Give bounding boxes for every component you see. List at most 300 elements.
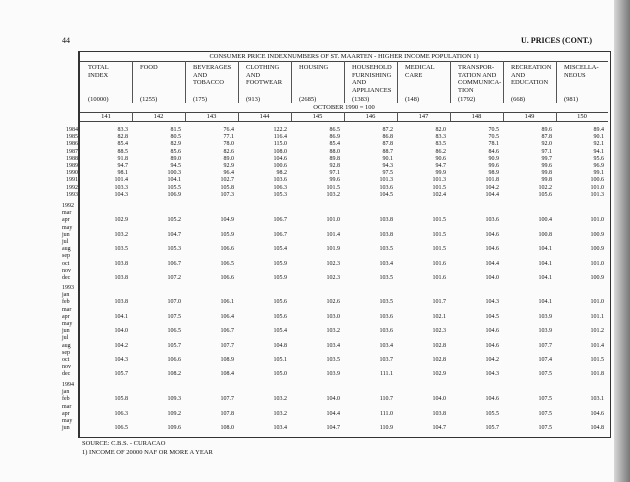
cell-value: 107.7	[220, 342, 234, 349]
cell-value: 106.7	[273, 217, 287, 224]
cell-value: 88.7	[382, 148, 393, 155]
column-number: 143	[206, 113, 217, 120]
month-label: aug	[62, 246, 71, 253]
cell-value: 105.5	[485, 410, 499, 417]
column-divider	[397, 61, 398, 103]
cell-value: 103.2	[326, 191, 340, 198]
column-header-line: INDEX	[88, 71, 109, 79]
cell-value: 89.6	[541, 127, 552, 133]
column-header	[511, 64, 551, 87]
column-header	[405, 64, 435, 79]
cell-value: 109.2	[167, 410, 181, 417]
cell-value: 89.4	[593, 127, 604, 133]
cell-value: 100.3	[167, 170, 181, 177]
cell-value: 104.7	[432, 425, 446, 432]
cell-value: 103.7	[379, 357, 393, 363]
month-label: sep	[62, 349, 70, 356]
cell-value: 83.5	[435, 141, 446, 148]
cell-value: 104.3	[485, 371, 499, 378]
cell-value: 90.1	[382, 155, 393, 162]
column-header-line: AND	[246, 71, 261, 79]
cell-value: 102.1	[432, 313, 446, 320]
month-label: nov	[62, 267, 71, 274]
base-period: OCTOBER 1990 = 100	[313, 104, 375, 111]
column-number: 150	[577, 113, 587, 120]
cell-value: 101.5	[590, 357, 604, 363]
cell-value: 101.3	[379, 177, 393, 184]
cell-value: 83.3	[117, 127, 128, 133]
cell-value: 106.7	[220, 328, 234, 335]
column-number: 149	[524, 113, 535, 120]
cell-value: 110.7	[379, 396, 393, 403]
cell-value: 103.9	[326, 371, 340, 378]
cell-value: 102.7	[220, 177, 234, 184]
cell-value: 100.9	[590, 246, 604, 253]
cell-value: 105.9	[220, 231, 234, 238]
cell-value: 102.2	[538, 184, 552, 191]
cell-value: 107.7	[538, 342, 552, 349]
column-divider	[450, 61, 451, 103]
cell-value: 104.8	[273, 342, 287, 349]
cell-value: 122.2	[273, 127, 287, 133]
cell-value: 101.5	[432, 184, 446, 191]
cell-value: 104.1	[114, 313, 128, 320]
cell-value: 89.8	[329, 155, 340, 162]
column-weight: (1255)	[140, 96, 158, 103]
column-header-line: MEDICAL	[405, 64, 435, 71]
cell-value: 98.1	[117, 170, 128, 177]
column-header-line: AND	[352, 79, 367, 86]
cell-value: 104.6	[485, 231, 499, 238]
month-label: feb	[62, 396, 70, 403]
cell-value: 90.6	[435, 155, 446, 162]
column-header-line: TRANSPOR-	[458, 64, 495, 71]
column-header-line: AND	[511, 71, 526, 79]
cell-value: 101.0	[590, 299, 604, 306]
cell-value: 104.6	[485, 246, 499, 253]
cell-value: 101.4	[114, 177, 128, 184]
cell-value: 101.6	[432, 260, 446, 267]
cell-value: 88.0	[329, 148, 340, 155]
cell-value: 78.0	[223, 141, 234, 148]
column-header-line: HOUSEHOLD	[352, 64, 392, 71]
cell-value: 105.3	[273, 191, 287, 198]
cell-value: 101.9	[326, 246, 340, 253]
cell-value: 106.6	[220, 275, 234, 281]
column-header-line: CLOTHING	[246, 64, 280, 71]
cell-value: 103.2	[273, 396, 287, 403]
cell-value: 96.4	[223, 170, 234, 177]
row-year: 1985	[66, 134, 78, 141]
cell-value: 78.1	[488, 141, 499, 148]
block-year: 1992	[62, 203, 74, 209]
column-divider	[185, 61, 186, 103]
column-header	[458, 64, 501, 94]
column-number: 142	[153, 113, 164, 120]
cell-value: 104.6	[485, 342, 499, 349]
column-weight: (2685)	[299, 96, 317, 103]
cell-value: 103.1	[590, 396, 604, 403]
cell-value: 107.5	[538, 371, 552, 378]
cell-value: 101.3	[432, 177, 446, 184]
cell-value: 101.8	[485, 177, 499, 184]
month-label: jan	[62, 292, 70, 299]
table-title: CONSUMER PRICE INDEXNUMBERS OF ST. MAARTEN - HIGHER INCOME POPULATION 1)	[209, 53, 479, 60]
cell-value: 104.8	[590, 425, 604, 432]
cell-value: 107.4	[538, 357, 552, 363]
column-divider	[344, 61, 345, 103]
cell-value: 105.7	[167, 342, 181, 349]
row-year: 1984	[66, 127, 78, 133]
month-label: jul	[62, 239, 69, 245]
cell-value: 82.0	[435, 127, 446, 133]
column-header-line: TOBACCO	[193, 79, 224, 86]
cell-value: 107.0	[167, 299, 181, 306]
column-header-line: TOTAL	[88, 64, 109, 71]
cell-value: 100.6	[273, 163, 287, 169]
cell-value: 105.7	[485, 425, 499, 432]
cell-value: 109.6	[167, 425, 181, 432]
column-header-line: FOOD	[140, 64, 158, 71]
cell-value: 105.8	[220, 184, 234, 191]
source-note: SOURCE: C.B.S. - CURACAO	[82, 440, 166, 447]
month-label: feb	[62, 299, 70, 306]
cell-value: 77.1	[223, 134, 234, 141]
cell-value: 104.2	[485, 184, 499, 191]
cell-value: 103.4	[379, 342, 393, 349]
column-header-line: HOUSING	[299, 64, 329, 71]
cell-value: 108.2	[167, 371, 181, 378]
cell-value: 104.6	[590, 410, 604, 417]
cell-value: 103.3	[114, 184, 128, 191]
row-year: 1993	[66, 191, 78, 198]
column-header-line: FOOTWEAR	[246, 79, 283, 86]
column-weight: (10000)	[88, 96, 109, 103]
column-weight: (668)	[511, 96, 526, 103]
cell-value: 106.1	[220, 299, 234, 306]
cell-value: 107.8	[220, 410, 234, 417]
column-weight: (913)	[246, 96, 261, 103]
cell-value: 107.5	[538, 396, 552, 403]
cell-value: 101.7	[432, 299, 446, 306]
cell-value: 94.3	[382, 163, 393, 169]
column-divider	[238, 61, 239, 103]
cell-value: 104.5	[485, 313, 499, 320]
column-weight: (1383)	[352, 96, 370, 103]
column-weight: (1792)	[458, 96, 476, 103]
cell-value: 70.5	[488, 134, 499, 141]
cell-value: 86.5	[329, 127, 340, 133]
cell-value: 106.7	[167, 260, 181, 267]
cell-value: 105.6	[538, 191, 552, 198]
cell-value: 104.7	[167, 231, 181, 238]
month-label: mar	[62, 403, 72, 410]
month-label: aug	[62, 342, 71, 349]
cell-value: 102.4	[432, 191, 446, 198]
cell-value: 104.6	[273, 155, 287, 162]
cell-value: 106.6	[167, 357, 181, 363]
column-header	[246, 64, 282, 87]
cell-value: 90.1	[593, 134, 604, 141]
cell-value: 104.3	[114, 191, 128, 198]
row-year: 1988	[66, 155, 78, 162]
column-header	[140, 64, 158, 72]
cell-value: 85.6	[170, 148, 181, 155]
cell-value: 106.5	[220, 260, 234, 267]
row-year: 1989	[66, 163, 78, 169]
cell-value: 99.8	[541, 177, 552, 184]
cell-value: 101.0	[326, 217, 340, 224]
column-weight: (175)	[193, 96, 208, 103]
cell-value: 103.5	[326, 357, 340, 363]
cell-value: 104.1	[538, 299, 552, 306]
cell-value: 101.4	[590, 342, 604, 349]
column-header	[299, 64, 328, 72]
cell-value: 99.6	[329, 177, 340, 184]
column-header-line: COMMUNICA-	[458, 79, 502, 86]
cell-value: 100.9	[590, 275, 604, 281]
cell-value: 104.0	[114, 328, 128, 335]
cell-value: 103.8	[432, 410, 446, 417]
month-label: jul	[62, 335, 69, 342]
month-label: oct	[62, 357, 70, 363]
cell-value: 105.8	[114, 396, 128, 403]
cell-value: 103.9	[538, 328, 552, 335]
row-year: 1991	[66, 177, 78, 184]
cell-value: 115.0	[273, 141, 287, 148]
cell-value: 101.8	[590, 371, 604, 378]
cell-value: 104.2	[114, 342, 128, 349]
cell-value: 103.4	[273, 425, 287, 432]
column-header-line: FURNISHING	[352, 71, 392, 79]
cell-value: 103.8	[379, 231, 393, 238]
column-header-line: RECREATION	[511, 64, 552, 71]
cell-value: 103.8	[114, 260, 128, 267]
column-number: 146	[365, 113, 376, 120]
cell-value: 103.8	[114, 275, 128, 281]
column-header-line: EDUCATION	[511, 79, 549, 86]
column-divider	[556, 61, 557, 103]
cell-value: 102.3	[326, 275, 340, 281]
column-header-line: CARE	[405, 71, 423, 79]
cell-value: 100.4	[538, 217, 552, 224]
cell-value: 102.6	[326, 299, 340, 306]
cell-value: 108.0	[220, 425, 234, 432]
cell-value: 101.3	[590, 191, 604, 198]
cell-value: 104.4	[326, 410, 340, 417]
month-label: oct	[62, 260, 70, 267]
row-year: 1990	[66, 170, 78, 177]
cell-value: 103.9	[538, 313, 552, 320]
cell-value: 95.6	[593, 155, 604, 162]
cell-value: 103.6	[379, 184, 393, 191]
cell-value: 82.9	[170, 141, 181, 148]
column-header	[352, 64, 392, 94]
cell-value: 107.5	[167, 313, 181, 320]
cell-value: 76.4	[223, 127, 234, 133]
cell-value: 104.2	[485, 357, 499, 363]
cell-value: 99.9	[435, 170, 446, 177]
cell-value: 116.4	[273, 134, 287, 141]
column-divider	[503, 61, 504, 103]
cell-value: 106.4	[220, 313, 234, 320]
cell-value: 105.5	[167, 184, 181, 191]
cell-value: 106.7	[273, 231, 287, 238]
cell-value: 101.1	[590, 313, 604, 320]
cell-value: 97.1	[329, 170, 340, 177]
month-label: may	[62, 224, 73, 231]
cell-value: 111.1	[379, 371, 393, 378]
cell-value: 92.8	[329, 163, 340, 169]
month-label: jun	[62, 328, 70, 335]
cell-value: 105.1	[273, 357, 287, 363]
cell-value: 104.4	[485, 260, 499, 267]
cell-value: 83.3	[435, 134, 446, 141]
cell-value: 105.9	[273, 275, 287, 281]
cell-value: 110.9	[379, 425, 393, 432]
cell-value: 103.8	[114, 299, 128, 306]
cell-value: 104.0	[432, 396, 446, 403]
cell-value: 101.5	[432, 217, 446, 224]
cell-value: 98.2	[276, 170, 287, 177]
cell-value: 107.7	[220, 396, 234, 403]
cell-value: 94.7	[117, 163, 128, 169]
cell-value: 102.3	[326, 260, 340, 267]
cell-value: 99.6	[488, 163, 499, 169]
cell-value: 102.3	[432, 328, 446, 335]
cell-value: 106.3	[114, 410, 128, 417]
cell-value: 104.6	[485, 328, 499, 335]
cell-value: 106.5	[167, 328, 181, 335]
cell-value: 105.6	[273, 313, 287, 320]
cell-value: 99.7	[541, 155, 552, 162]
cell-value: 103.6	[379, 313, 393, 320]
cell-value: 108.0	[273, 148, 287, 155]
cell-value: 81.5	[170, 127, 181, 133]
section-title: U. PRICES (CONT.)	[521, 36, 592, 45]
month-label: apr	[62, 313, 70, 320]
column-number: 144	[259, 113, 270, 120]
cell-value: 108.4	[220, 371, 234, 378]
cell-value: 101.5	[432, 246, 446, 253]
cell-value: 103.6	[485, 217, 499, 224]
cell-value: 103.6	[379, 328, 393, 335]
cell-value: 107.2	[167, 275, 181, 281]
cell-value: 106.3	[273, 184, 287, 191]
cell-value: 101.0	[590, 184, 604, 191]
cell-value: 102.9	[432, 371, 446, 378]
cell-value: 106.5	[114, 425, 128, 432]
cell-value: 91.8	[117, 155, 128, 162]
cell-value: 86.8	[382, 134, 393, 141]
cell-value: 103.4	[326, 342, 340, 349]
cell-value: 103.5	[379, 275, 393, 281]
column-header	[564, 64, 599, 79]
cell-value: 103.8	[379, 217, 393, 224]
month-label: dec	[62, 371, 71, 378]
month-label: jan	[62, 389, 70, 396]
cell-value: 104.1	[167, 177, 181, 184]
cell-value: 106.6	[220, 246, 234, 253]
cell-value: 84.6	[488, 148, 499, 155]
cell-value: 102.8	[432, 342, 446, 349]
cell-value: 85.4	[117, 141, 128, 148]
cell-value: 104.6	[485, 396, 499, 403]
cell-value: 104.5	[379, 191, 393, 198]
cell-value: 70.5	[488, 127, 499, 133]
column-header-line: NEOUS	[564, 71, 586, 79]
month-label: jun	[62, 425, 70, 432]
cell-value: 101.0	[590, 217, 604, 224]
cell-value: 103.0	[326, 313, 340, 320]
month-label: jun	[62, 231, 70, 238]
cell-value: 105.4	[273, 328, 287, 335]
month-label: apr	[62, 410, 70, 417]
row-year: 1986	[66, 141, 78, 148]
column-divider	[132, 61, 133, 103]
cell-value: 105.7	[114, 371, 128, 378]
cell-value: 82.8	[117, 134, 128, 141]
cell-value: 94.1	[593, 148, 604, 155]
cell-value: 103.5	[379, 246, 393, 253]
cell-value: 86.9	[329, 134, 340, 141]
cell-value: 87.8	[541, 134, 552, 141]
column-header	[193, 64, 231, 87]
cell-value: 104.3	[485, 299, 499, 306]
cell-value: 87.8	[382, 141, 393, 148]
cell-value: 104.0	[485, 275, 499, 281]
row-year: 1992	[66, 184, 78, 191]
cell-value: 101.4	[326, 231, 340, 238]
cell-value: 104.9	[220, 217, 234, 224]
cell-value: 103.2	[273, 410, 287, 417]
cell-value: 100.6	[590, 177, 604, 184]
column-number: 141	[101, 113, 111, 120]
cell-value: 89.0	[223, 155, 234, 162]
cell-value: 105.4	[273, 246, 287, 253]
cell-value: 105.9	[273, 260, 287, 267]
cell-value: 104.1	[538, 260, 552, 267]
cell-value: 104.1	[538, 246, 552, 253]
cell-value: 104.1	[538, 275, 552, 281]
cell-value: 97.1	[541, 148, 552, 155]
cell-value: 89.0	[170, 155, 181, 162]
cell-value: 99.8	[541, 170, 552, 177]
column-header-line: TION	[458, 86, 474, 94]
cell-value: 92.1	[593, 141, 604, 148]
cell-value: 101.5	[326, 184, 340, 191]
month-label: apr	[62, 217, 70, 224]
cell-value: 101.6	[432, 275, 446, 281]
cell-value: 105.0	[273, 371, 287, 378]
page-number: 44	[62, 36, 70, 45]
month-label: mar	[62, 210, 72, 217]
column-number: 145	[312, 113, 323, 120]
cell-value: 92.9	[223, 163, 234, 169]
cell-value: 107.5	[538, 410, 552, 417]
column-number: 147	[418, 113, 429, 120]
cell-value: 99.6	[541, 163, 552, 169]
cell-value: 92.0	[541, 141, 552, 148]
column-header-line: TATION AND	[458, 71, 497, 79]
cell-value: 111.0	[379, 410, 393, 417]
colnum-rule	[80, 121, 608, 122]
cell-value: 109.3	[167, 396, 181, 403]
cell-value: 103.6	[273, 177, 287, 184]
cell-value: 103.4	[379, 260, 393, 267]
cell-value: 98.9	[488, 170, 499, 177]
month-label: may	[62, 418, 73, 424]
